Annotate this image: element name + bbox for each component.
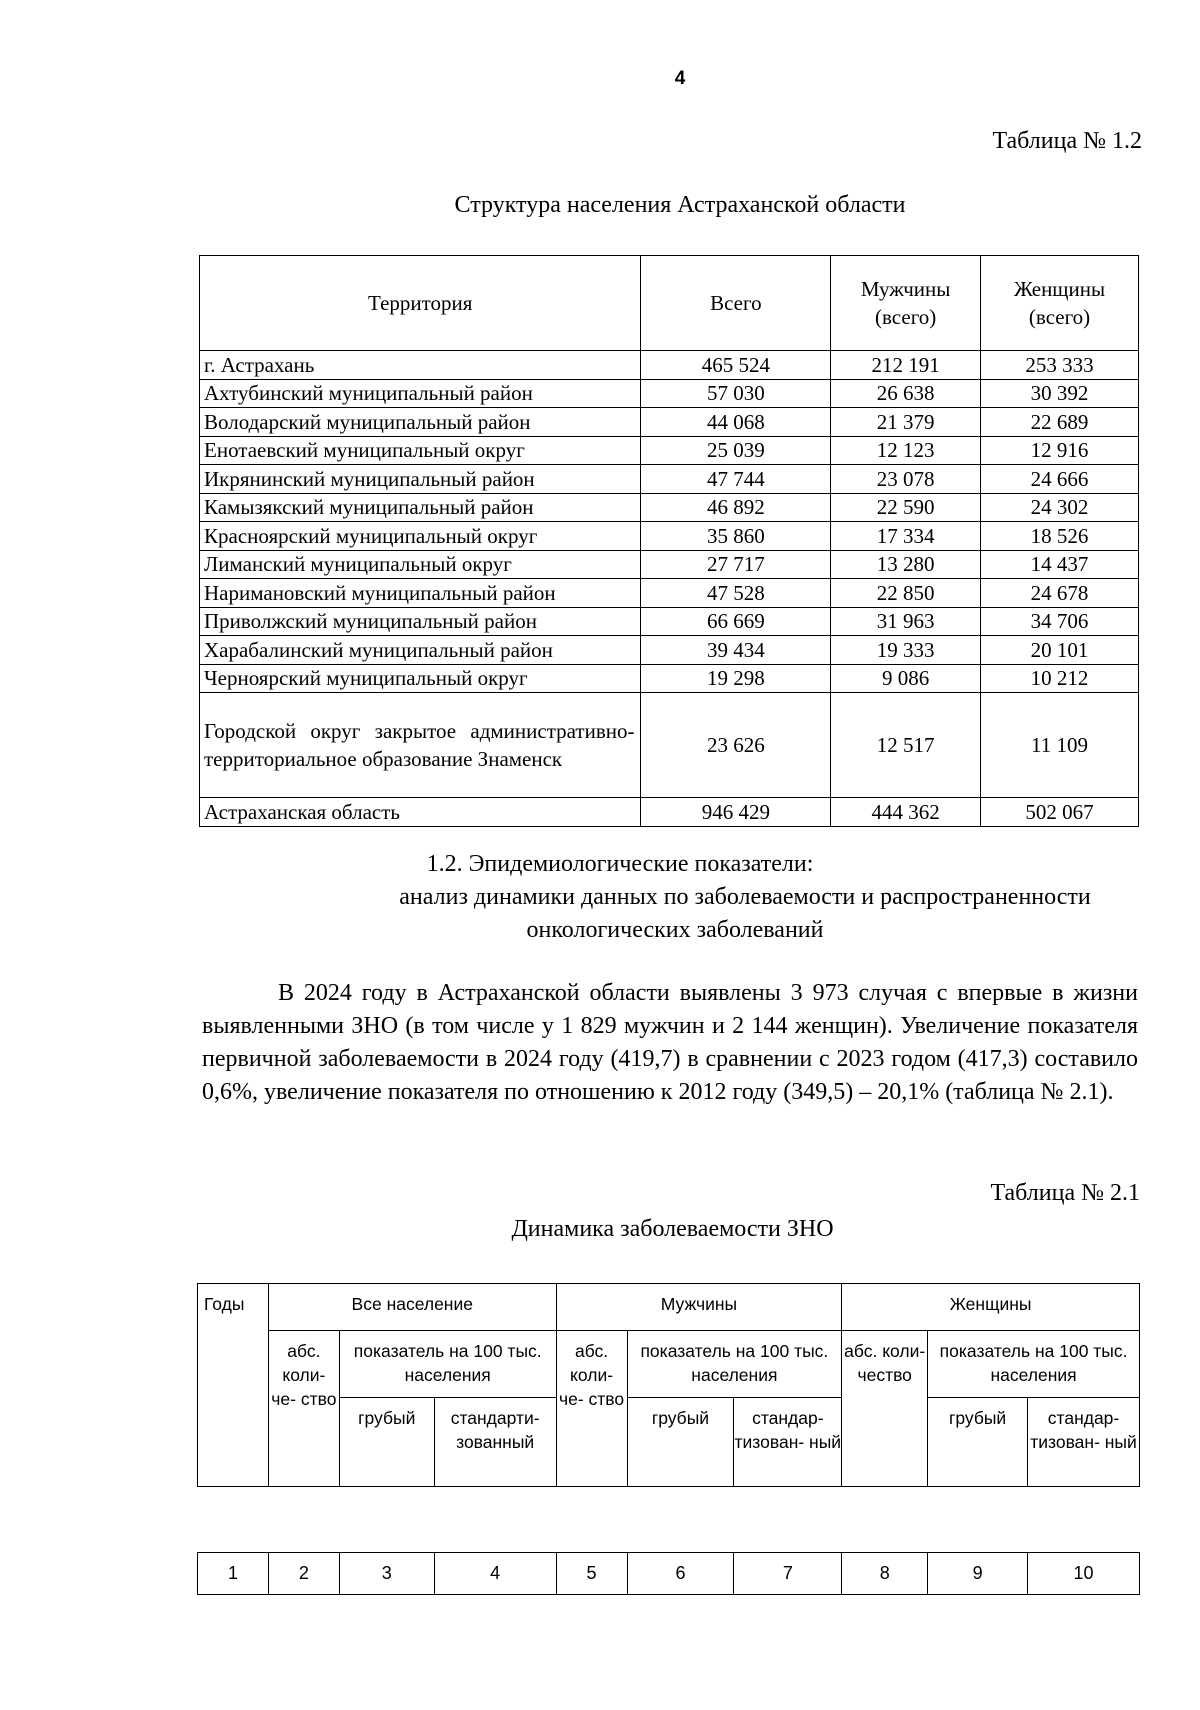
header-years: Годы (198, 1284, 269, 1487)
territory-cell: Ахтубинский муниципальный район (200, 379, 641, 408)
header-rate-women: показатель на 100 тыс. населения (928, 1331, 1140, 1398)
table-row (200, 493, 1139, 522)
total-cell: 47 744 (641, 465, 831, 494)
women-cell: 24 678 (981, 579, 1139, 608)
table-row (200, 579, 1139, 608)
women-cell: 12 916 (981, 436, 1139, 465)
table-total-row (200, 798, 1139, 827)
column-number: 10 (1028, 1553, 1140, 1595)
section-paragraph: В 2024 году в Астраханской области выявлены 3 973 случая с впервые в жизни выявленными ЗНО (в том числе у 1 829 мужчин и 2 144 женщин). Увеличение показателя первичной заболеваемости в 2024 году (419,7) в сравнении с 2023 годом (417,3) составило 0,6%, увеличение показателя по отношению к 2012 году (349,5) – 20,1% (таблица № 2.1). (202, 980, 1138, 1105)
population-structure-table (199, 255, 1139, 827)
table-2-1-title: Динамика заболеваемости ЗНО (511, 1216, 834, 1242)
header-abs-count-women: абс. коли- чество (842, 1331, 928, 1487)
women-cell: 253 333 (981, 351, 1139, 380)
header-women: Женщины (842, 1284, 1140, 1331)
women-cell: 20 101 (981, 636, 1139, 665)
section-heading-line2: анализ динамики данных по заболеваемости и распространенности (399, 884, 1091, 910)
table-row (200, 550, 1139, 579)
header-crude-women: грубый (928, 1398, 1028, 1487)
total-cell: 35 860 (641, 522, 831, 551)
men-cell: 31 963 (831, 607, 981, 636)
column-number: 5 (556, 1553, 627, 1595)
header-row-1 (198, 1284, 1140, 1331)
territory-cell: Наримановский муниципальный район (200, 579, 641, 608)
column-number: 8 (842, 1553, 928, 1595)
column-number: 2 (268, 1553, 339, 1595)
column-number: 1 (198, 1553, 269, 1595)
column-number: 3 (339, 1553, 434, 1595)
column-number: 9 (928, 1553, 1028, 1595)
men-cell: 23 078 (831, 465, 981, 494)
men-cell: 13 280 (831, 550, 981, 579)
column-number-row (198, 1553, 1140, 1595)
header-total: Всего (641, 256, 831, 351)
men-cell: 22 850 (831, 579, 981, 608)
column-number: 6 (627, 1553, 734, 1595)
men-cell: 12 123 (831, 436, 981, 465)
header-crude-all: грубый (339, 1398, 434, 1487)
women-cell: 10 212 (981, 664, 1139, 693)
territory-cell: Камызякский муниципальный район (200, 493, 641, 522)
territory-cell: Володарский муниципальный район (200, 408, 641, 437)
header-abs-count-men: абс. коли- че- ство (556, 1331, 627, 1487)
women-cell: 11 109 (981, 693, 1139, 798)
women-cell: 14 437 (981, 550, 1139, 579)
women-cell: 18 526 (981, 522, 1139, 551)
territory-cell: Астраханская область (200, 798, 641, 827)
table-1-2-title: Структура населения Астраханской области (454, 192, 906, 218)
column-number: 4 (434, 1553, 556, 1595)
header-rate-men: показатель на 100 тыс. населения (627, 1331, 842, 1398)
total-cell: 23 626 (641, 693, 831, 798)
header-all-population: Все население (268, 1284, 556, 1331)
total-cell: 39 434 (641, 636, 831, 665)
women-cell: 30 392 (981, 379, 1139, 408)
men-cell: 9 086 (831, 664, 981, 693)
header-standardized-men: стандар- тизован- ный (734, 1398, 842, 1487)
table-1-2-label: Таблица № 1.2 (992, 128, 1142, 154)
cancer-incidence-dynamics-table (197, 1283, 1140, 1487)
table-row (200, 607, 1139, 636)
table-row (200, 436, 1139, 465)
header-row-2 (198, 1331, 1140, 1398)
header-territory: Территория (200, 256, 641, 351)
header-standardized-all: стандарти- зованный (434, 1398, 556, 1487)
total-cell: 946 429 (641, 798, 831, 827)
header-crude-men: грубый (627, 1398, 734, 1487)
section-heading-line3: онкологических заболеваний (526, 917, 824, 943)
men-cell: 17 334 (831, 522, 981, 551)
total-cell: 25 039 (641, 436, 831, 465)
page-number: 4 (674, 68, 686, 89)
total-cell: 57 030 (641, 379, 831, 408)
table-row (200, 408, 1139, 437)
men-cell: 21 379 (831, 408, 981, 437)
total-cell: 46 892 (641, 493, 831, 522)
table-header-row (200, 256, 1139, 351)
table-row (200, 693, 1139, 798)
section-heading-line1: 1.2. Эпидемиологические показатели: (426, 851, 814, 877)
men-cell: 12 517 (831, 693, 981, 798)
header-men: Мужчины (всего) (831, 256, 981, 351)
header-abs-count-all: абс. коли- че- ство (268, 1331, 339, 1487)
header-rate-all: показатель на 100 тыс. населения (339, 1331, 556, 1398)
total-cell: 44 068 (641, 408, 831, 437)
territory-cell: Харабалинский муниципальный район (200, 636, 641, 665)
territory-cell: Городской округ закрытое административно-территориальное образование Знаменск (200, 693, 641, 798)
total-cell: 27 717 (641, 550, 831, 579)
total-cell: 66 669 (641, 607, 831, 636)
territory-cell: Енотаевский муниципальный округ (200, 436, 641, 465)
territory-cell: Красноярский муниципальный округ (200, 522, 641, 551)
territory-cell: Лиманский муниципальный округ (200, 550, 641, 579)
women-cell: 24 666 (981, 465, 1139, 494)
men-cell: 26 638 (831, 379, 981, 408)
men-cell: 444 362 (831, 798, 981, 827)
total-cell: 47 528 (641, 579, 831, 608)
women-cell: 24 302 (981, 493, 1139, 522)
table-row (200, 465, 1139, 494)
column-numbers-table (197, 1552, 1140, 1595)
header-women: Женщины (всего) (981, 256, 1139, 351)
table-row (200, 351, 1139, 380)
table-row (200, 636, 1139, 665)
men-cell: 19 333 (831, 636, 981, 665)
total-cell: 465 524 (641, 351, 831, 380)
men-cell: 22 590 (831, 493, 981, 522)
women-cell: 502 067 (981, 798, 1139, 827)
header-men: Мужчины (556, 1284, 842, 1331)
territory-cell: Приволжский муниципальный район (200, 607, 641, 636)
territory-cell: Икрянинский муниципальный район (200, 465, 641, 494)
table-row (200, 522, 1139, 551)
men-cell: 212 191 (831, 351, 981, 380)
header-row-3 (198, 1398, 1140, 1487)
table-row (200, 379, 1139, 408)
women-cell: 22 689 (981, 408, 1139, 437)
header-standardized-women: стандар- тизован- ный (1028, 1398, 1140, 1487)
territory-cell: Черноярский муниципальный округ (200, 664, 641, 693)
column-number: 7 (734, 1553, 842, 1595)
territory-cell: г. Астрахань (200, 351, 641, 380)
total-cell: 19 298 (641, 664, 831, 693)
table-2-1-label: Таблица № 2.1 (990, 1180, 1140, 1206)
table-row (200, 664, 1139, 693)
women-cell: 34 706 (981, 607, 1139, 636)
